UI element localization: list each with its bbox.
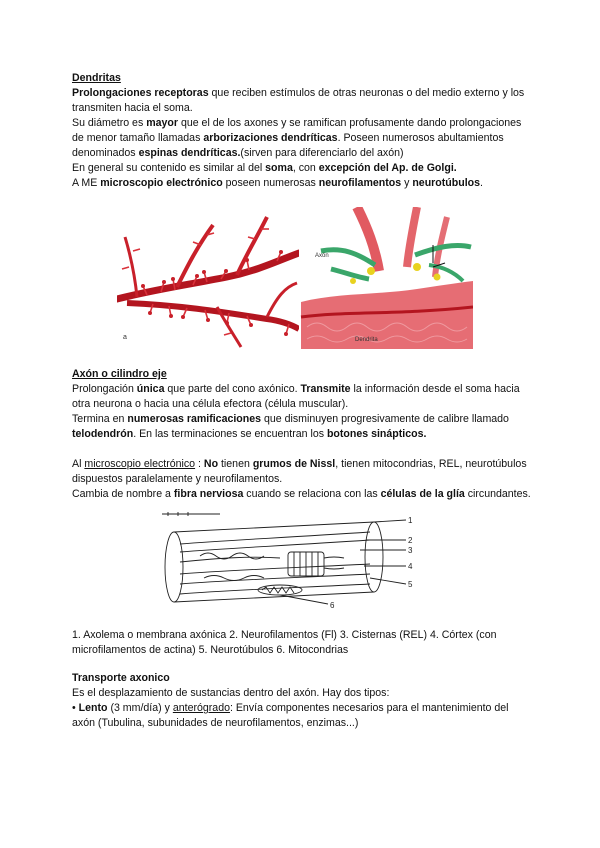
dendritas-paragraph-3	[72, 161, 532, 176]
dendrite-micrograph	[117, 207, 473, 349]
dendritas-paragraph-1	[72, 86, 532, 116]
dendritas-paragraph-2	[72, 116, 532, 161]
bold-term: Prolongaciones receptoras	[72, 87, 209, 99]
text: circundantes.	[464, 488, 531, 500]
axon-paragraph-1	[72, 382, 532, 412]
text: :	[195, 458, 204, 470]
text: la información desde el soma hacia otra neurona o hacia una célula efectora (célula muscular).	[72, 383, 520, 410]
underlined-term: anterógrado	[172, 702, 230, 714]
figure-label-axon: Axón	[315, 253, 329, 259]
text: poseen numerosas	[222, 177, 319, 189]
transporte-paragraph-2	[72, 701, 532, 731]
text: A ME	[72, 177, 101, 189]
dendritas-paragraph-4	[72, 176, 532, 191]
text: que el de los axones y se ramifican profusamente dando prolongaciones de menor tamaño llamadas	[72, 117, 522, 144]
text: . En las terminaciones se encuentran los	[133, 428, 327, 440]
bold-term: única	[136, 383, 165, 395]
text: Su diámetro es	[72, 117, 147, 129]
bold-term: Lento	[78, 702, 108, 714]
bold-term: células de la glía	[380, 488, 465, 500]
axon-paragraph-3	[72, 457, 532, 487]
dendrite-micrograph-figure	[117, 207, 473, 349]
text: Al	[72, 458, 85, 470]
diagram-label-3: 3	[408, 546, 413, 555]
text: (sirven para diferenciarlo del axón)	[240, 147, 404, 159]
spacer	[72, 442, 532, 457]
transporte-paragraph-1: Es el desplazamiento de sustancias dentro del axón. Hay dos tipos:	[72, 687, 390, 699]
bold-term: arborizaciones dendríticas	[203, 132, 338, 144]
bold-term: neurotúbulos	[412, 177, 481, 189]
text: . Poseen numerosos abultamientos denominados	[72, 132, 504, 159]
text: Cambia de nombre a	[72, 488, 174, 500]
axon-paragraph-2	[72, 412, 532, 442]
bold-term: grumos de Nissl	[252, 458, 336, 470]
dendritas-heading: Dendritas	[72, 72, 121, 84]
figure-letter-a: a	[123, 334, 127, 341]
text: cuando se relaciona con las	[243, 488, 381, 500]
bold-term: soma	[265, 162, 293, 174]
text: En general su contenido es similar al del	[72, 162, 266, 174]
axon-diagram-svg	[160, 512, 448, 614]
bold-term: numerosas ramificaciones	[127, 413, 262, 425]
bullet: •	[72, 702, 79, 714]
bold-term: excepción del Ap. de Golgi.	[318, 162, 457, 174]
text: , con	[292, 162, 319, 174]
bold-term: mayor	[146, 117, 178, 129]
axon-structure-diagram	[160, 512, 448, 614]
figure-label-dendrite: Dendrita	[355, 337, 378, 343]
axon-paragraph-4	[72, 487, 532, 502]
bold-term: fibra nerviosa	[173, 488, 244, 500]
text: : Envía componentes necesarios para el mantenimiento del axón (Tubulina, subunidades de neurofilamentos, enzimas...)	[72, 702, 509, 729]
diagram-label-5: 5	[408, 580, 413, 589]
diagram-label-4: 4	[408, 562, 413, 571]
axon-heading: Axón o cilindro eje	[72, 368, 167, 380]
text: que disminuyen progresivamente de calibre llamado	[261, 413, 509, 425]
bold-term: Transmite	[300, 383, 351, 395]
diagram-label-2: 2	[408, 536, 413, 545]
underlined-term: microscopio electrónico	[84, 458, 196, 470]
caption-text: 1. Axolema o membrana axónica 2. Neurofilamentos (Fl) 3. Cisternas (REL) 4. Córtex (con microfilamentos de actina) 5. Neurotúbulos 6. Mitocondrias	[72, 629, 497, 656]
axon-section	[72, 367, 532, 502]
diagram-label-6: 6	[330, 601, 335, 610]
bold-term: No	[203, 458, 219, 470]
transporte-section	[72, 671, 532, 731]
text: que parte del cono axónico.	[164, 383, 301, 395]
diagram-caption	[72, 628, 534, 658]
text: , tienen mitocondrias, REL, neurotúbulos dispuestos paralelamente y neurofilamentos.	[72, 458, 527, 485]
right-dendrite-render	[301, 207, 473, 349]
bold-term: neurofilamentos	[318, 177, 402, 189]
transporte-heading: Transporte axonico	[72, 672, 170, 684]
text: tienen	[218, 458, 253, 470]
text: que reciben estímulos de otras neuronas o del medio externo y los transmiten hacia el soma.	[72, 87, 525, 114]
text: y	[401, 177, 413, 189]
diagram-label-1: 1	[408, 516, 413, 525]
text: (3 mm/día) y	[107, 702, 173, 714]
bold-term: telodendrón	[72, 428, 134, 440]
text: .	[480, 177, 483, 189]
dendritas-section	[72, 71, 532, 191]
bold-term: espinas dendríticas.	[138, 147, 241, 159]
text: Prolongación	[72, 383, 137, 395]
text: Termina en	[72, 413, 128, 425]
bold-term: microscopio electrónico	[100, 177, 223, 189]
bold-term: botones sinápticos.	[326, 428, 427, 440]
